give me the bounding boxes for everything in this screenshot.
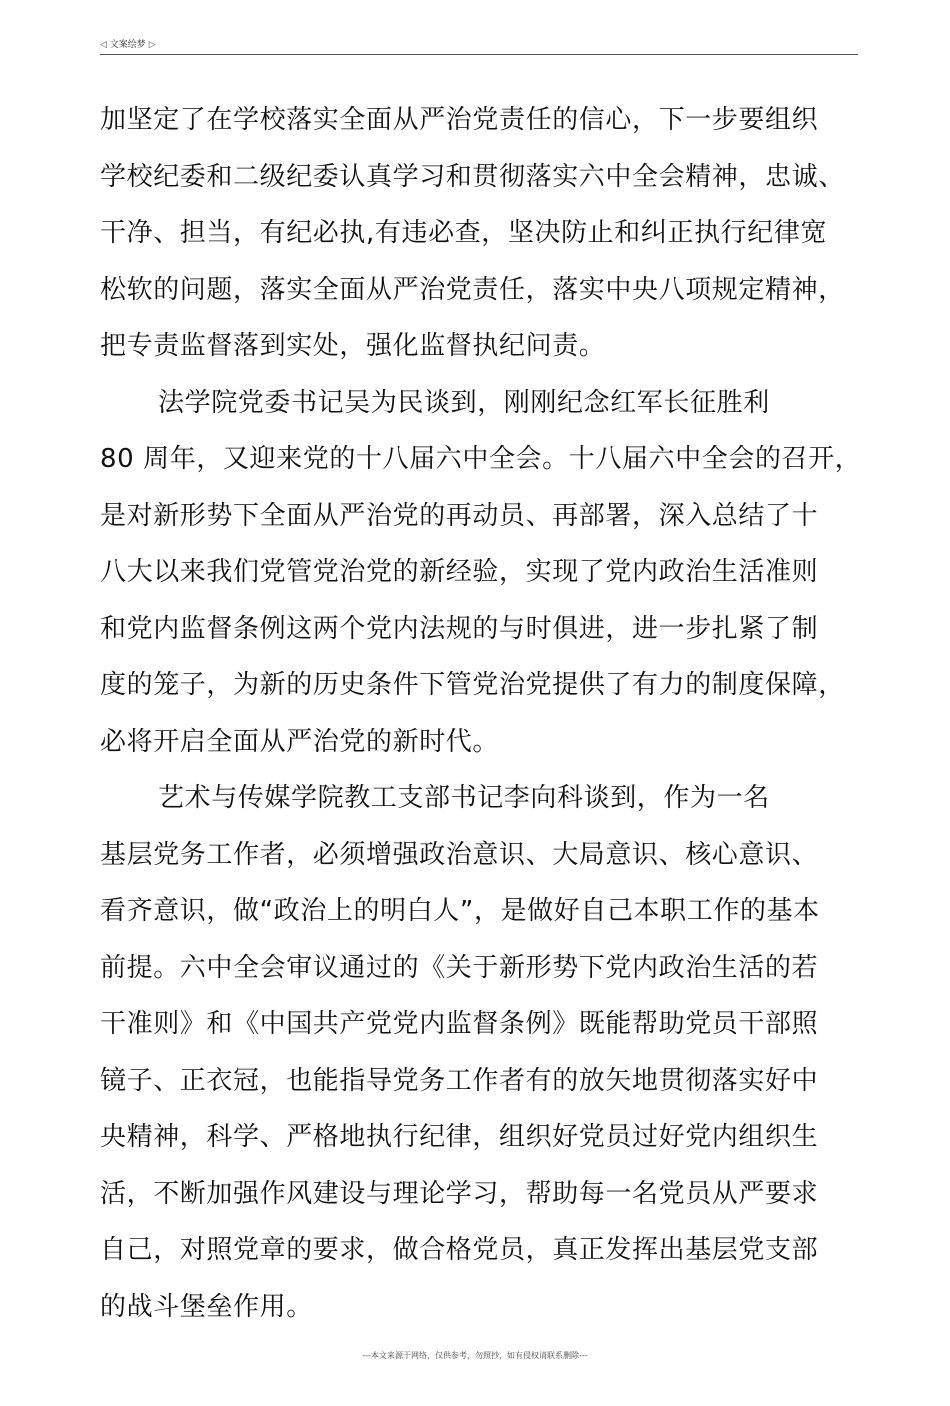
paragraph-3-line-4: 前提。六中全会审议通过的《关于新形势下党内政治生活的若 [100,952,819,983]
header-title-row [100,38,156,52]
paragraph-2-line-3: 是对新形势下全面从严治党的再动员、再部署，深入总结了十 [100,500,819,531]
paragraph-3-line-8: 活，不断加强作风建设与理论学习，帮助每一名党员从严要求 [100,1178,819,1209]
paragraph-2-line-6: 度的笼子，为新的历史条件下管党治党提供了有力的制度保障， [100,670,845,700]
paragraph-1-line-5: 把专责监督落到实处，强化监督执纪问责。 [100,331,606,361]
paragraph-3-line-5: 干准则》和《中国共产党党内监督条例》既能帮助党员干部照 [100,1009,819,1039]
paragraph-3-line-2: 基层党务工作者，必须增强政治意识、大局意识、核心意识、 [100,839,819,870]
paragraph-3-line-3: 看齐意识，做“政治上的明白人”，是做好自己本职工作的基本 [100,896,820,926]
paragraph-3-line-6: 镜子、正衣冠，也能指导党务工作者有的放矢地贯彻落实好中 [100,1065,819,1096]
paragraph-1-line-1: 加坚定了在学校落实全面从严治党责任的信心，下一步要组织 [100,105,819,135]
paragraph-2-line-4: 八大以来我们党管党治党的新经验，实现了党内政治生活准则 [100,557,819,587]
page-footer-disclaimer: ---本文来源于网络，仅供参考，勿照抄，如有侵权请联系删除--- [362,1351,588,1360]
header-right-triangle-icon: ▷ [148,40,156,50]
header-title: 文案绘梦 [109,40,146,50]
paragraph-2-line-1: 法学院党委书记吴为民谈到，刚刚纪念红军长征胜利 [158,387,770,418]
header-left-triangle-icon: ◁ [100,40,107,50]
paragraph-1-line-4: 松软的问题，落实全面从严治党责任，落实中央八项规定精神， [100,274,845,305]
page-header [100,38,858,55]
paragraph-2-line-2: 80 周年，又迎来党的十八届六中全会。十八届六中全会的召开， [100,444,862,474]
paragraph-2-line-5: 和党内监督条例这两个党内法规的与时俱进，进一步扎紧了制 [100,613,819,644]
document-body [100,92,890,1335]
paragraph-3-line-7: 央精神，科学、严格地执行纪律，组织好党员过好党内组织生 [100,1122,819,1152]
paragraph-1-line-2: 学校纪委和二级纪委认真学习和贯彻落实六中全会精神，忠诚、 [100,161,845,192]
paragraph-1-line-3: 干净、担当，有纪必执,有违必查，坚决防止和纠正执行纪律宽 [100,218,828,248]
paragraph-3-line-10: 的战斗堡垒作用。 [100,1291,313,1322]
paragraph-2-line-7: 必将开启全面从严治党的新时代。 [100,726,500,757]
paragraph-3-line-1: 艺术与传媒学院教工支部书记李向科谈到，作为一名 [158,783,770,813]
paragraph-3-line-9: 自己，对照党章的要求，做合格党员，真正发挥出基层党支部 [100,1235,819,1265]
